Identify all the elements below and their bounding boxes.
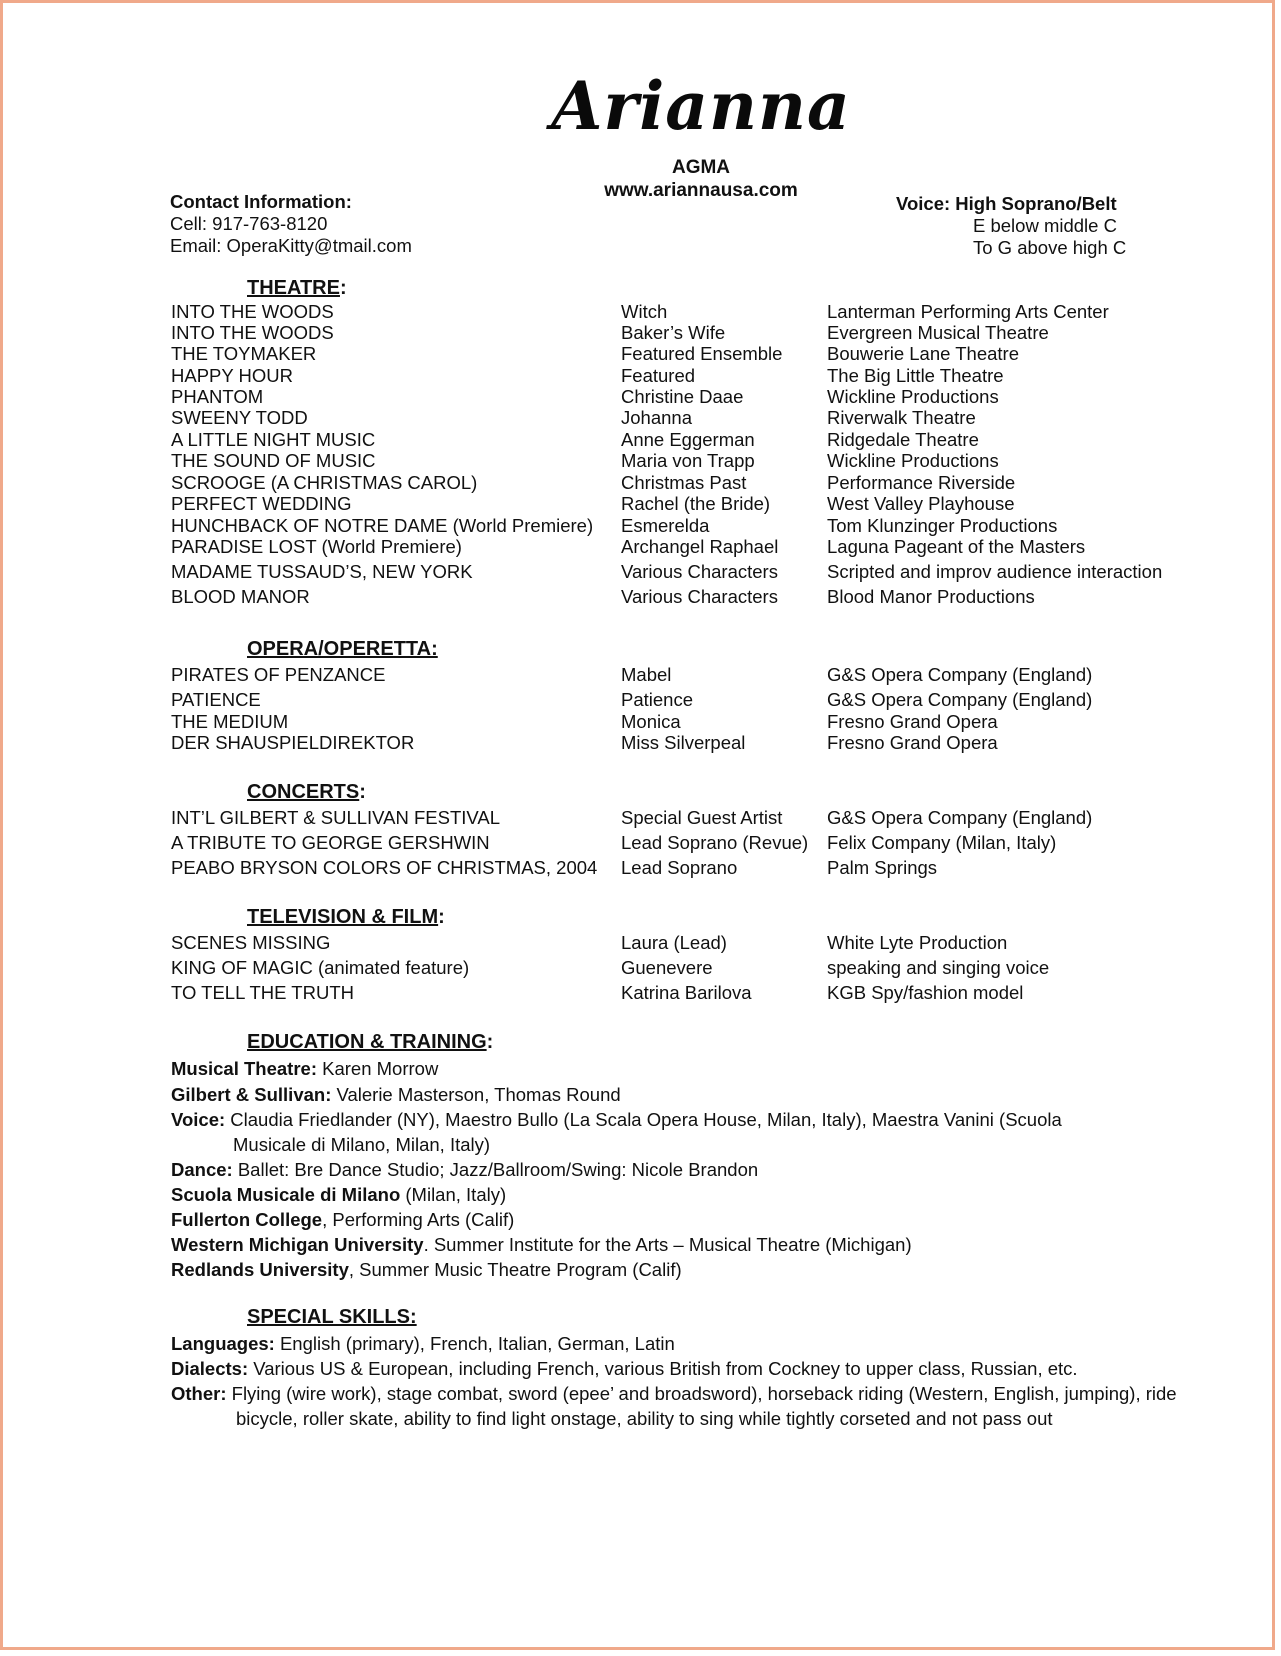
entry-label: Gilbert & Sullivan:	[171, 1084, 332, 1105]
venue: Palm Springs	[827, 857, 938, 878]
entry-text: Various US & European, including French, various British from Cockney to upper class, Russian, etc.	[248, 1358, 1078, 1379]
production-title: TO TELL THE TRUTH	[171, 982, 354, 1003]
venue: G&S Opera Company (England)	[827, 689, 1093, 710]
entry-label: Musical Theatre:	[171, 1058, 317, 1079]
venue: The Big Little Theatre	[827, 365, 1004, 386]
skill-entry	[171, 1333, 675, 1355]
entry-label: Other:	[171, 1383, 227, 1404]
tv-film-heading-colon: :	[438, 906, 445, 928]
email-address: Email: OperaKitty@tmail.com	[170, 235, 412, 256]
venue: Lanterman Performing Arts Center	[827, 301, 1109, 322]
theatre-credit-row	[3, 561, 1275, 585]
entry-text: Claudia Friedlander (NY), Maestro Bullo (La Scala Opera House, Milan, Italy), Maestra Vanini (Scuola	[225, 1109, 1062, 1130]
role: Christine Daae	[621, 386, 744, 407]
production-title: DER SHAUSPIELDIREKTOR	[171, 732, 415, 753]
production-title: MADAME TUSSAUD’S, NEW YORK	[171, 561, 473, 582]
tv-film-heading	[247, 906, 445, 929]
concerts-heading-text: CONCERTS	[247, 781, 360, 803]
venue: G&S Opera Company (England)	[827, 664, 1093, 685]
role: Lead Soprano	[621, 857, 738, 878]
production-title: HUNCHBACK OF NOTRE DAME (World Premiere)	[171, 515, 594, 536]
venue: speaking and singing voice	[827, 957, 1050, 978]
role: Featured	[621, 365, 696, 386]
entry-text: (Milan, Italy)	[400, 1184, 507, 1205]
education-entry	[171, 1259, 682, 1281]
role: Lead Soprano (Revue)	[621, 832, 809, 853]
education-entry	[171, 1084, 621, 1106]
production-title: A TRIBUTE TO GEORGE GERSHWIN	[171, 832, 490, 853]
voice-teachers-continuation: Musicale di Milano, Milan, Italy)	[233, 1134, 491, 1155]
education-entry	[171, 1109, 1062, 1131]
opera-heading: OPERA/OPERETTA:	[247, 638, 438, 660]
entry-text: English (primary), French, Italian, German, Latin	[274, 1333, 675, 1354]
venue: West Valley Playhouse	[827, 493, 1015, 514]
contact-label: Contact Information:	[170, 191, 352, 212]
concerts-heading-colon: :	[359, 781, 366, 803]
education-entry	[171, 1058, 438, 1080]
concerts-heading	[247, 781, 366, 804]
venue: White Lyte Production	[827, 932, 1008, 953]
role: Witch	[621, 301, 668, 322]
production-title: KING OF MAGIC (animated feature)	[171, 957, 470, 978]
tv-film-credit-row	[3, 982, 1275, 1006]
concert-credit-row	[3, 857, 1275, 881]
entry-label: Fullerton College	[171, 1209, 323, 1230]
role: Maria von Trapp	[621, 450, 755, 471]
voice-type: Voice: High Soprano/Belt	[896, 193, 1117, 214]
skill-entry	[171, 1383, 1177, 1405]
production-title: SCROOGE (A CHRISTMAS CAROL)	[171, 472, 478, 493]
entry-label: Languages:	[171, 1333, 275, 1354]
role: Various Characters	[621, 586, 778, 607]
voice-range-low: E below middle C	[973, 215, 1117, 236]
production-title: BLOOD MANOR	[171, 586, 310, 607]
entry-text: Karen Morrow	[317, 1058, 439, 1079]
opera-credit-row	[3, 732, 1275, 756]
role: Featured Ensemble	[621, 343, 783, 364]
cell-phone: Cell: 917-763-8120	[170, 213, 328, 234]
venue: Blood Manor Productions	[827, 586, 1035, 607]
production-title: INT’L GILBERT & SULLIVAN FESTIVAL	[171, 807, 500, 828]
venue: Evergreen Musical Theatre	[827, 322, 1049, 343]
theatre-credit-row	[3, 493, 1275, 517]
production-title: THE MEDIUM	[171, 711, 289, 732]
venue: Laguna Pageant of the Masters	[827, 536, 1086, 557]
production-title: PIRATES OF PENZANCE	[171, 664, 386, 685]
theatre-credit-row	[3, 450, 1275, 474]
skill-entry	[171, 1358, 1078, 1380]
education-entry	[171, 1159, 758, 1181]
production-title: PHANTOM	[171, 386, 264, 407]
venue: Scripted and improv audience interaction	[827, 561, 1163, 582]
venue: Riverwalk Theatre	[827, 407, 976, 428]
venue: Bouwerie Lane Theatre	[827, 343, 1019, 364]
entry-label: Voice:	[171, 1109, 226, 1130]
production-title: PARADISE LOST (World Premiere)	[171, 536, 462, 557]
role: Laura (Lead)	[621, 932, 727, 953]
education-entry	[171, 1234, 912, 1256]
voice-range-high: To G above high C	[973, 237, 1127, 258]
opera-credit-row	[3, 664, 1275, 688]
production-title: SCENES MISSING	[171, 932, 331, 953]
role: Anne Eggerman	[621, 429, 755, 450]
other-skills-continuation: bicycle, roller skate, ability to find light onstage, ability to sing while tightly corseted and not pass out	[236, 1408, 1053, 1429]
role: Special Guest Artist	[621, 807, 783, 828]
entry-label: Western Michigan University	[171, 1234, 424, 1255]
role: Katrina Barilova	[621, 982, 752, 1003]
production-title: PEABO BRYSON COLORS OF CHRISTMAS, 2004	[171, 857, 598, 878]
education-heading	[247, 1031, 493, 1054]
website-link[interactable]: www.ariannausa.com	[604, 180, 798, 201]
production-title: INTO THE WOODS	[171, 301, 334, 322]
role: Miss Silverpeal	[621, 732, 746, 753]
theatre-credit-row	[3, 586, 1275, 610]
theatre-heading-colon: :	[339, 277, 347, 299]
theatre-heading	[247, 277, 347, 300]
production-title: THE TOYMAKER	[171, 343, 317, 364]
education-heading-text: EDUCATION & TRAINING	[247, 1031, 487, 1053]
role: Various Characters	[621, 561, 778, 582]
entry-text: Valerie Masterson, Thomas Round	[331, 1084, 621, 1105]
role: Mabel	[621, 664, 672, 685]
contact-block	[170, 191, 412, 257]
production-title: PERFECT WEDDING	[171, 493, 352, 514]
tv-film-heading-text: TELEVISION & FILM	[247, 906, 439, 928]
production-title: PATIENCE	[171, 689, 261, 710]
role: Archangel Raphael	[621, 536, 779, 557]
opera-credit-row	[3, 689, 1275, 713]
entry-text: Flying (wire work), stage combat, sword (epee’ and broadsword), horseback riding (Western, English, jumping), ride	[226, 1383, 1177, 1404]
tv-film-credit-row	[3, 957, 1275, 981]
production-title: HAPPY HOUR	[171, 365, 293, 386]
entry-label: Dialects:	[171, 1358, 249, 1379]
entry-text: , Summer Music Theatre Program (Calif)	[348, 1259, 682, 1280]
venue: Fresno Grand Opera	[827, 711, 998, 732]
tv-film-credit-row	[3, 932, 1275, 956]
concert-credit-row	[3, 807, 1275, 831]
role: Esmerelda	[621, 515, 710, 536]
role: Guenevere	[621, 957, 713, 978]
production-title: SWEENY TODD	[171, 407, 308, 428]
venue: Ridgedale Theatre	[827, 429, 979, 450]
venue: Wickline Productions	[827, 450, 999, 471]
performer-name: Arianna	[551, 67, 851, 145]
theatre-credit-row	[3, 536, 1275, 560]
venue: Wickline Productions	[827, 386, 999, 407]
role: Monica	[621, 711, 681, 732]
entry-label: Redlands University	[171, 1259, 349, 1280]
skills-heading: SPECIAL SKILLS:	[247, 1306, 417, 1328]
venue: Felix Company (Milan, Italy)	[827, 832, 1057, 853]
entry-label: Dance:	[171, 1159, 233, 1180]
voice-block	[896, 193, 1126, 259]
role: Christmas Past	[621, 472, 747, 493]
theatre-credit-row	[3, 407, 1275, 431]
production-title: INTO THE WOODS	[171, 322, 334, 343]
production-title: THE SOUND OF MUSIC	[171, 450, 376, 471]
venue: Fresno Grand Opera	[827, 732, 998, 753]
theatre-credit-row	[3, 343, 1275, 367]
entry-text: , Performing Arts (Calif)	[322, 1209, 515, 1230]
production-title: A LITTLE NIGHT MUSIC	[171, 429, 376, 450]
theatre-heading-text: THEATRE	[247, 277, 340, 299]
role: Johanna	[621, 407, 692, 428]
venue: G&S Opera Company (England)	[827, 807, 1093, 828]
role: Rachel (the Bride)	[621, 493, 771, 514]
role: Patience	[621, 689, 693, 710]
concert-credit-row	[3, 832, 1275, 856]
entry-text: Ballet: Bre Dance Studio; Jazz/Ballroom/Swing: Nicole Brandon	[232, 1159, 759, 1180]
entry-label: Scuola Musicale di Milano	[171, 1184, 401, 1205]
union-affiliation: AGMA	[671, 157, 731, 178]
role: Baker’s Wife	[621, 322, 726, 343]
venue: Performance Riverside	[827, 472, 1016, 493]
education-entry	[171, 1209, 514, 1231]
entry-text: . Summer Institute for the Arts – Musical Theatre (Michigan)	[423, 1234, 912, 1255]
venue: KGB Spy/fashion model	[827, 982, 1024, 1003]
venue: Tom Klunzinger Productions	[827, 515, 1058, 536]
education-heading-colon: :	[486, 1031, 494, 1053]
education-entry	[171, 1184, 506, 1206]
